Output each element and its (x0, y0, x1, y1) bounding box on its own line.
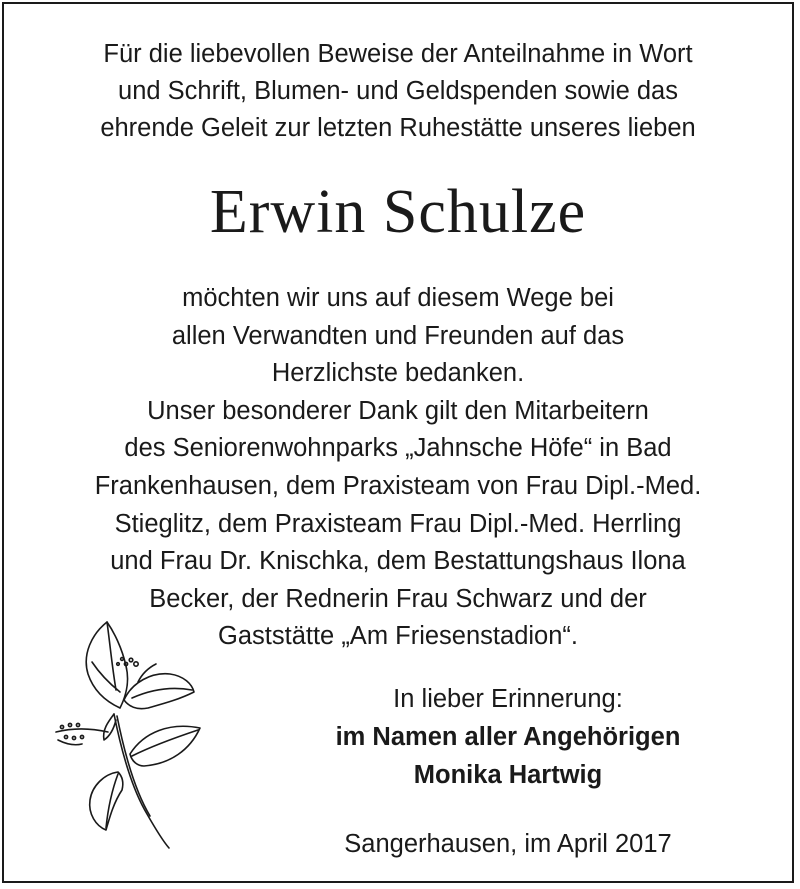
closing-block (264, 680, 752, 794)
obituary-frame (2, 2, 794, 883)
thanks-line: Stieglitz, dem Praxisteam Frau Dipl.-Med. Herrling (114, 509, 682, 538)
thanks-line: und Frau Dr. Knischka, dem Bestattungshaus Ilona (110, 547, 686, 576)
thanks-line: Frankenhausen, dem Praxisteam von Frau Dipl.-Med. (94, 471, 702, 500)
deceased-name: Erwin Schulze (209, 178, 587, 246)
thanks-line: des Seniorenwohnparks „Jahnsche Höfe“ in Bad (124, 434, 672, 463)
intro-line: und Schrift, Blumen- und Geldspenden sowie das (118, 77, 678, 105)
thanks-line: Becker, der Rednerin Frau Schwarz und der (149, 584, 647, 613)
signer-name: Monika Hartwig (413, 761, 603, 789)
intro-text (4, 36, 792, 147)
thanks-line: möchten wir uns auf diesem Wege bei (182, 284, 614, 312)
thanks-line: Herzlichste bedanken. (271, 359, 525, 388)
remembrance-line: In lieber Erinnerung: (393, 685, 623, 713)
thanks-line: allen Verwandten und Freunden auf das (171, 321, 625, 350)
thanks-text (4, 280, 792, 656)
thanks-line: Unser besonderer Dank gilt den Mitarbeitern (147, 396, 649, 425)
intro-line: Für die liebevollen Beweise der Anteilnahme in Wort (103, 40, 693, 68)
calla-lily-icon (52, 604, 202, 854)
on-behalf-line: im Namen aller Angehörigen (335, 723, 681, 751)
thanks-line: Gaststätte „Am Friesenstadion“. (218, 622, 578, 651)
place-date: Sangerhausen, im April 2017 (344, 830, 672, 858)
intro-line: ehrende Geleit zur letzten Ruhestätte unseres lieben (100, 114, 696, 142)
